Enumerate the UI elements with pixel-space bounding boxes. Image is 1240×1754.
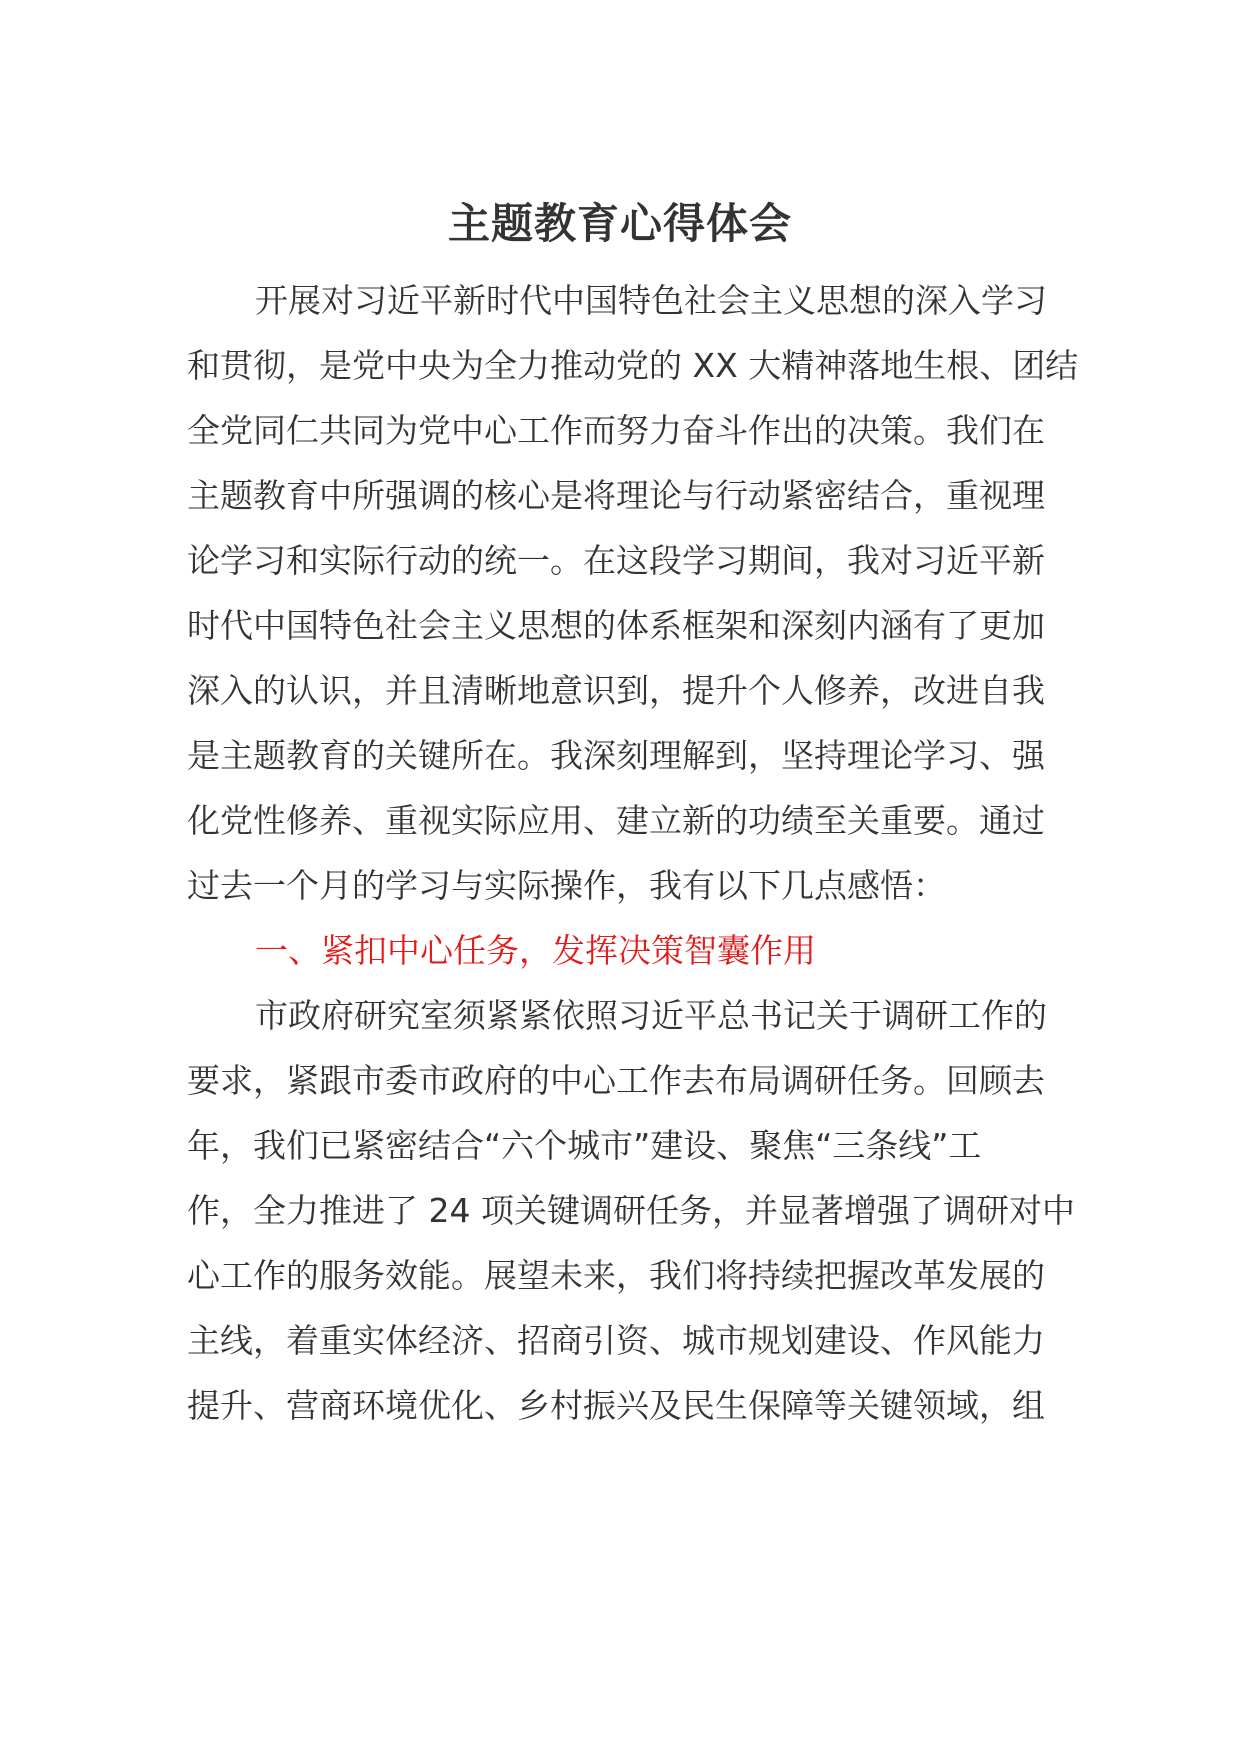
text-line: 是主题教育的关键所在。我深刻理解到，坚持理论学习、强 <box>187 736 1045 775</box>
text-line: 过去一个月的学习与实际操作，我有以下几点感悟： <box>187 866 946 905</box>
text-line: 和贯彻，是党中央为全力推动党的 XX 大精神落地生根、团结 <box>187 346 1079 385</box>
text-line: 主线，着重实体经济、招商引资、城市规划建设、作风能力 <box>187 1321 1045 1360</box>
text-line: 深入的认识，并且清晰地意识到，提升个人修养，改进自我 <box>187 671 1045 710</box>
section-1 <box>187 918 1057 983</box>
text-line: 全党同仁共同为党中心工作而努力奋斗作出的决策。我们在 <box>187 411 1045 450</box>
text-line: 作，全力推进了 24 项关键调研任务，并显著增强了调研对中 <box>187 1191 1075 1230</box>
text-line: 化党性修养、重视实际应用、建立新的功绩至关重要。通过 <box>187 801 1045 840</box>
paragraph-2 <box>187 983 1075 1438</box>
text-line: 市政府研究室须紧紧依照习近平总书记关于调研工作的 <box>255 996 1047 1035</box>
text-line: 年，我们已紧密结合“六个城市”建设、聚焦“三条线”工 <box>187 1126 982 1165</box>
paragraph-1 <box>187 268 1079 918</box>
text-line: 提升、营商环境优化、乡村振兴及民生保障等关键领域，组 <box>187 1386 1045 1425</box>
text-line: 主题教育中所强调的核心是将理论与行动紧密结合，重视理 <box>187 476 1045 515</box>
section-1-heading: 一、紧扣中心任务，发挥决策智囊作用 <box>255 931 816 970</box>
text-line: 论学习和实际行动的统一。在这段学习期间，我对习近平新 <box>187 541 1045 580</box>
text-line: 心工作的服务效能。展望未来，我们将持续把握改革发展的 <box>187 1256 1045 1295</box>
text-line: 时代中国特色社会主义思想的体系框架和深刻内涵有了更加 <box>187 606 1045 645</box>
text-line: 要求，紧跟市委市政府的中心工作去布局调研任务。回顾去 <box>187 1061 1045 1100</box>
text-line: 开展对习近平新时代中国特色社会主义思想的深入学习 <box>255 281 1047 320</box>
document-title: 主题教育心得体会 <box>447 199 792 248</box>
